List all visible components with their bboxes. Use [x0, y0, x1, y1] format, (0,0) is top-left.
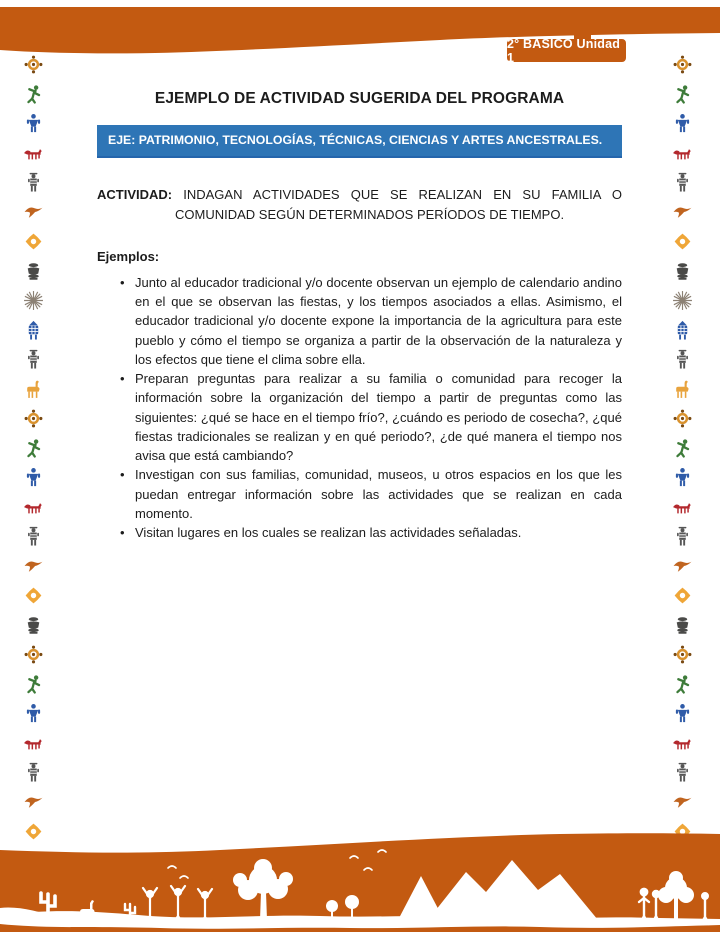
condor-icon: [672, 202, 693, 223]
chief-icon: [23, 172, 44, 193]
sun-motif-icon: [23, 54, 44, 75]
llama-icon: [672, 379, 693, 400]
right-pictograph-strip: [669, 54, 695, 842]
warrior-icon: [672, 467, 693, 488]
activity-text: INDAGAN ACTIVIDADES QUE SE REALIZAN EN SU FAMILIA O COMUNIDAD SEGÚN DETERMINADOS PERÍODOS DE TIEMPO.: [175, 187, 622, 222]
chief-icon: [672, 762, 693, 783]
dancer-icon: [23, 84, 44, 105]
flower-icon: [23, 231, 44, 252]
dancer-icon: [23, 674, 44, 695]
examples-list: [97, 273, 622, 542]
condor-icon: [672, 792, 693, 813]
star-icon: [672, 290, 693, 311]
chief-icon: [23, 762, 44, 783]
document-content: [97, 90, 622, 542]
example-bullet-item: • Visitan lugares en los cuales se realizan las actividades señaladas.: [135, 523, 622, 542]
fox-icon: [672, 497, 693, 518]
chief-icon: [672, 349, 693, 370]
warrior-icon: [23, 703, 44, 724]
condor-icon: [23, 556, 44, 577]
condor-icon: [23, 792, 44, 813]
examples-label: Ejemplos:: [97, 249, 160, 264]
chief-icon: [672, 172, 693, 193]
star-icon: [23, 290, 44, 311]
warrior-icon: [672, 113, 693, 134]
textile-icon: [672, 320, 693, 341]
dancer-icon: [23, 438, 44, 459]
example-bullet-item: • Investigan con sus familias, comunidad, museos, u otros espacios en los que les puedan entregar información sobre las actividades que se realizan en cada momento.: [135, 465, 622, 523]
flower-icon: [672, 231, 693, 252]
chief-icon: [672, 526, 693, 547]
example-bullet-item: • Preparan preguntas para realizar a su familia o comunidad para recoger la información sobre la organización del tiempo a partir de preguntas como las siguientes: ¿qué se hace en el tiempo frío?, ¿cuándo es periodo de cosecha?, ¿qué fiestas tradicionales se realizan y en qué periodo?, ¿de qué manera el tiempo nos avisa que está cambiando?: [135, 369, 622, 465]
pot-icon: [23, 615, 44, 636]
pot-icon: [23, 261, 44, 282]
textile-icon: [23, 320, 44, 341]
footer-landscape-illustration: [0, 832, 720, 932]
eje-banner: EJE: PATRIMONIO, TECNOLOGÍAS, TÉCNICAS, CIENCIAS Y ARTES ANCESTRALES.: [97, 125, 622, 158]
sun-motif-icon: [672, 408, 693, 429]
condor-icon: [672, 556, 693, 577]
dancer-icon: [672, 438, 693, 459]
warrior-icon: [23, 467, 44, 488]
flower-icon: [672, 585, 693, 606]
condor-icon: [23, 202, 44, 223]
activity-statement: [97, 185, 622, 224]
chief-icon: [23, 526, 44, 547]
fox-icon: [672, 143, 693, 164]
fox-icon: [23, 733, 44, 754]
chief-icon: [23, 349, 44, 370]
fox-icon: [23, 497, 44, 518]
dancer-icon: [672, 84, 693, 105]
pot-icon: [672, 615, 693, 636]
page-title: EJEMPLO DE ACTIVIDAD SUGERIDA DEL PROGRAMA: [154, 90, 565, 107]
flower-icon: [23, 585, 44, 606]
example-bullet-item: • Junto al educador tradicional y/o docente observan un ejemplo de calendario andino en el que se observan las fiestas, y los tiempos asociados a ellas. Asimismo, el educador tradicional y/o docente expone la importancia de la agricultura para este pueblo y cómo el tiempo se organiza a partir de la observación de la naturaleza y los efectos que tiene el clima sobre ella.: [135, 273, 622, 369]
warrior-icon: [23, 113, 44, 134]
llama-icon: [23, 379, 44, 400]
fox-icon: [23, 143, 44, 164]
unit-badge: 2° BÁSICO Unidad 1: [507, 39, 626, 62]
dancer-icon: [672, 674, 693, 695]
fox-icon: [672, 733, 693, 754]
pot-icon: [672, 261, 693, 282]
warrior-icon: [672, 703, 693, 724]
sun-motif-icon: [672, 54, 693, 75]
sun-motif-icon: [672, 644, 693, 665]
left-pictograph-strip: [20, 54, 46, 842]
sun-motif-icon: [23, 408, 44, 429]
sun-motif-icon: [23, 644, 44, 665]
activity-label: ACTIVIDAD:: [97, 187, 173, 202]
